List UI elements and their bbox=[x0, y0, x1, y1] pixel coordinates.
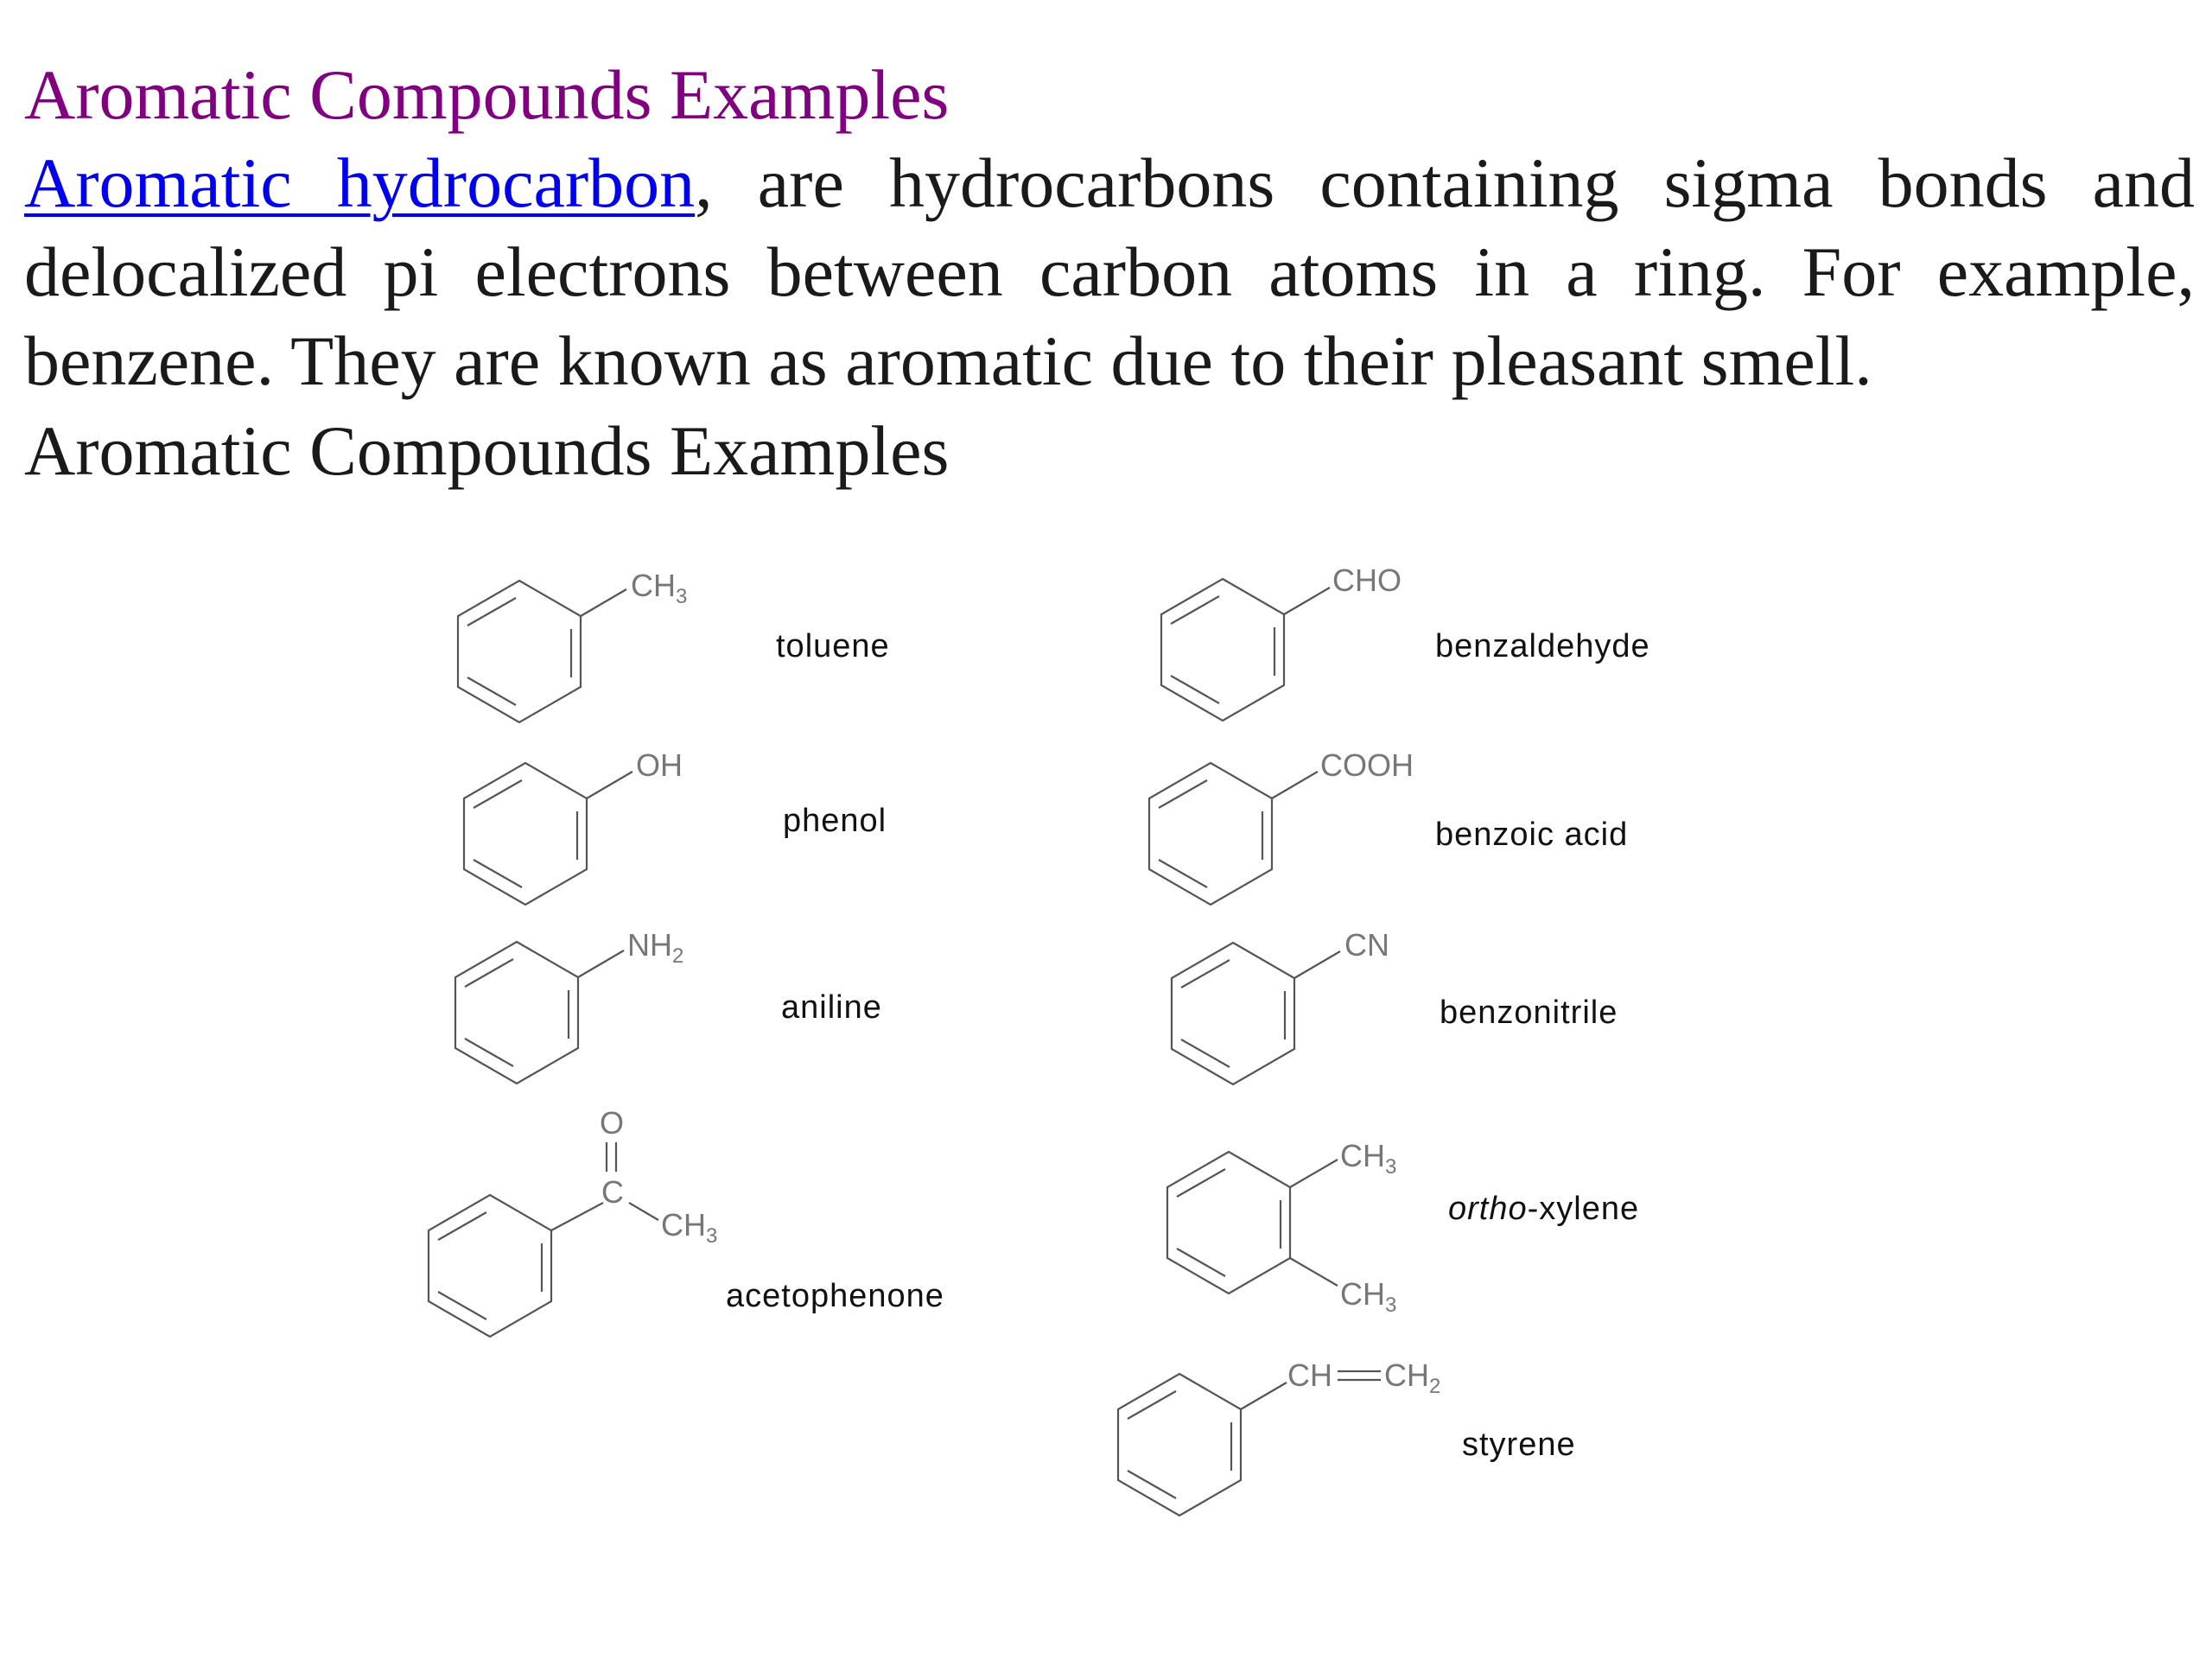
aromatic-hydrocarbon-link[interactable]: Aromatic hydrocarbon bbox=[24, 143, 696, 222]
acetophenone-methyl-label: $CH_3$ bbox=[661, 1207, 718, 1248]
ortho-xylene-top-methyl-label: $CH_3$ bbox=[1340, 1138, 1397, 1179]
toluene-label: toluene bbox=[776, 628, 890, 664]
benzaldehyde-structure bbox=[1161, 563, 1402, 721]
acetophenone-structure bbox=[429, 1105, 717, 1337]
phenol-label: phenol bbox=[783, 803, 887, 839]
aniline-label: aniline bbox=[781, 989, 882, 1026]
phenol-structure bbox=[464, 747, 683, 905]
benzoic-acid-label: benzoic acid bbox=[1435, 817, 1629, 853]
styrene-label: styrene bbox=[1462, 1427, 1576, 1463]
benzaldehyde-label: benzaldehyde bbox=[1435, 628, 1650, 664]
toluene-structure bbox=[458, 568, 687, 722]
benzoic-acid-structure bbox=[1149, 747, 1414, 905]
toluene-substituent-label: $CH_3$ bbox=[631, 568, 688, 608]
ortho-xylene-label: ortho-xylene bbox=[1448, 1191, 1640, 1227]
benzonitrile-structure bbox=[1172, 927, 1389, 1084]
styrene-structure bbox=[1118, 1357, 1440, 1516]
acetophenone-label: acetophenone bbox=[726, 1278, 944, 1314]
benzoic-acid-substituent-label: COOH bbox=[1320, 747, 1414, 783]
intro-text: , are hydrocarbons containing sigma bonds and delocalized pi electrons between carbon atoms in a ring. For example, benzene. They are known as aromatic due to their pleasant smell. bbox=[24, 143, 2195, 400]
aniline-structure bbox=[455, 927, 683, 1084]
acetophenone-oxygen-label: O bbox=[600, 1105, 625, 1141]
ortho-xylene-bottom-methyl-label: $CH_3$ bbox=[1340, 1276, 1397, 1317]
benzaldehyde-substituent-label: CHO bbox=[1332, 563, 1402, 598]
styrene-vinyl-left-label: CH bbox=[1287, 1357, 1332, 1393]
acetophenone-carbon-label: C bbox=[601, 1174, 624, 1210]
styrene-vinyl-right-label: $CH_2$ bbox=[1384, 1357, 1441, 1398]
section-heading: Aromatic Compounds Examples bbox=[24, 411, 950, 490]
benzonitrile-label: benzonitrile bbox=[1440, 995, 1618, 1031]
phenol-substituent-label: OH bbox=[636, 747, 683, 783]
page-title: Aromatic Compounds Examples bbox=[24, 55, 950, 134]
aniline-substituent-label: $NH_2$ bbox=[627, 927, 684, 968]
benzonitrile-substituent-label: CN bbox=[1344, 927, 1389, 963]
ortho-xylene-structure bbox=[1167, 1138, 1396, 1317]
